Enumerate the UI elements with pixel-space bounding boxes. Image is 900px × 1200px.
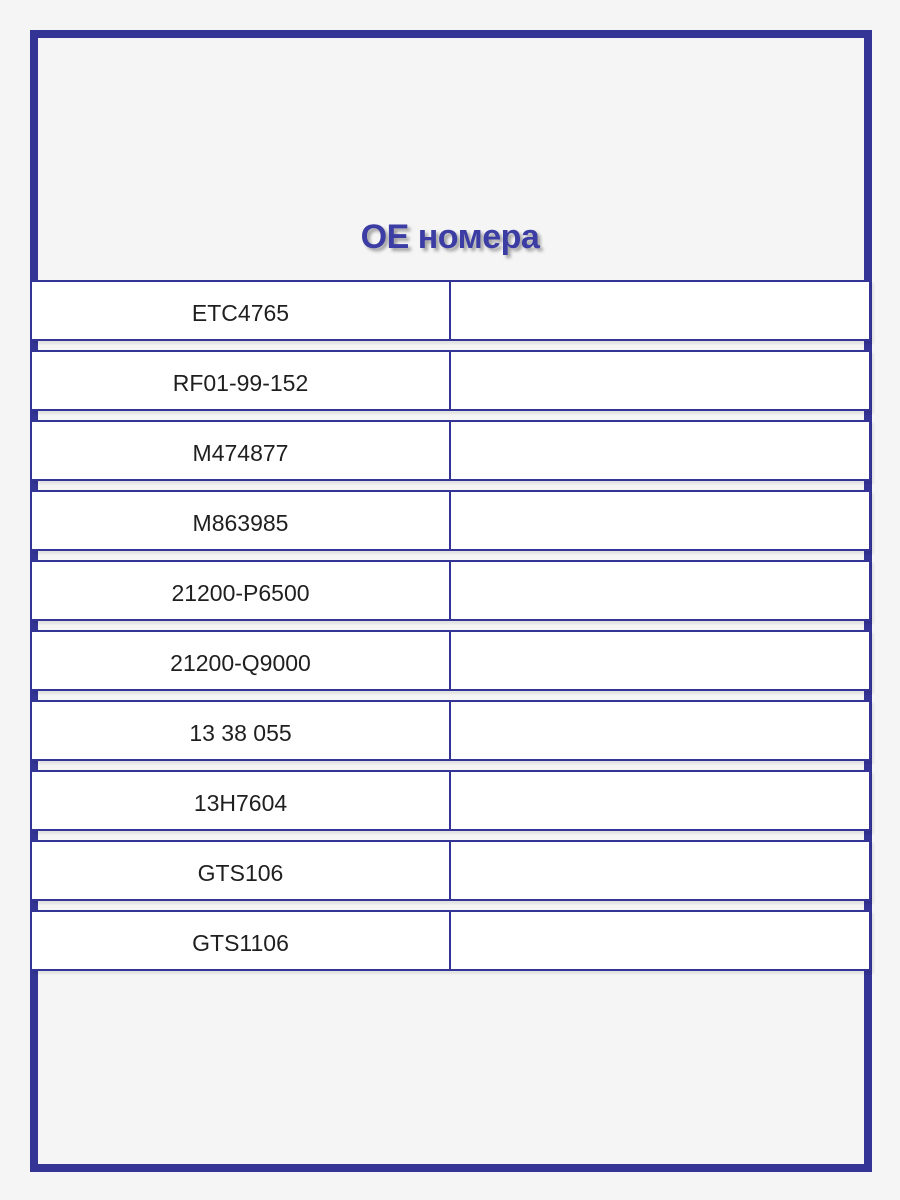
oe-number-cell: ETC4765 [32,282,451,339]
empty-cell [451,702,869,759]
oe-number-cell: GTS1106 [32,912,451,969]
oe-number-cell: M474877 [32,422,451,479]
empty-cell [451,352,869,409]
empty-cell [451,772,869,829]
table-row [30,280,871,341]
oe-number-cell: 21200-Q9000 [32,632,451,689]
empty-cell [451,492,869,549]
empty-cell [451,912,869,969]
oe-number-cell: 21200-P6500 [32,562,451,619]
empty-cell [451,632,869,689]
table-row [30,630,871,691]
oe-number-cell: GTS106 [32,842,451,899]
empty-cell [451,842,869,899]
table-row [30,560,871,621]
table-row [30,420,871,481]
oe-number-cell: M863985 [32,492,451,549]
empty-cell [451,282,869,339]
table-row [30,770,871,831]
oe-number-cell: 13H7604 [32,772,451,829]
table-row [30,700,871,761]
page-title: OE номера [360,218,540,256]
oe-number-cell: 13 38 055 [32,702,451,759]
table-row [30,840,871,901]
empty-cell [451,422,869,479]
oe-number-cell: RF01-99-152 [32,352,451,409]
table-row [30,910,871,971]
table-row [30,490,871,551]
table-row [30,350,871,411]
empty-cell [451,562,869,619]
